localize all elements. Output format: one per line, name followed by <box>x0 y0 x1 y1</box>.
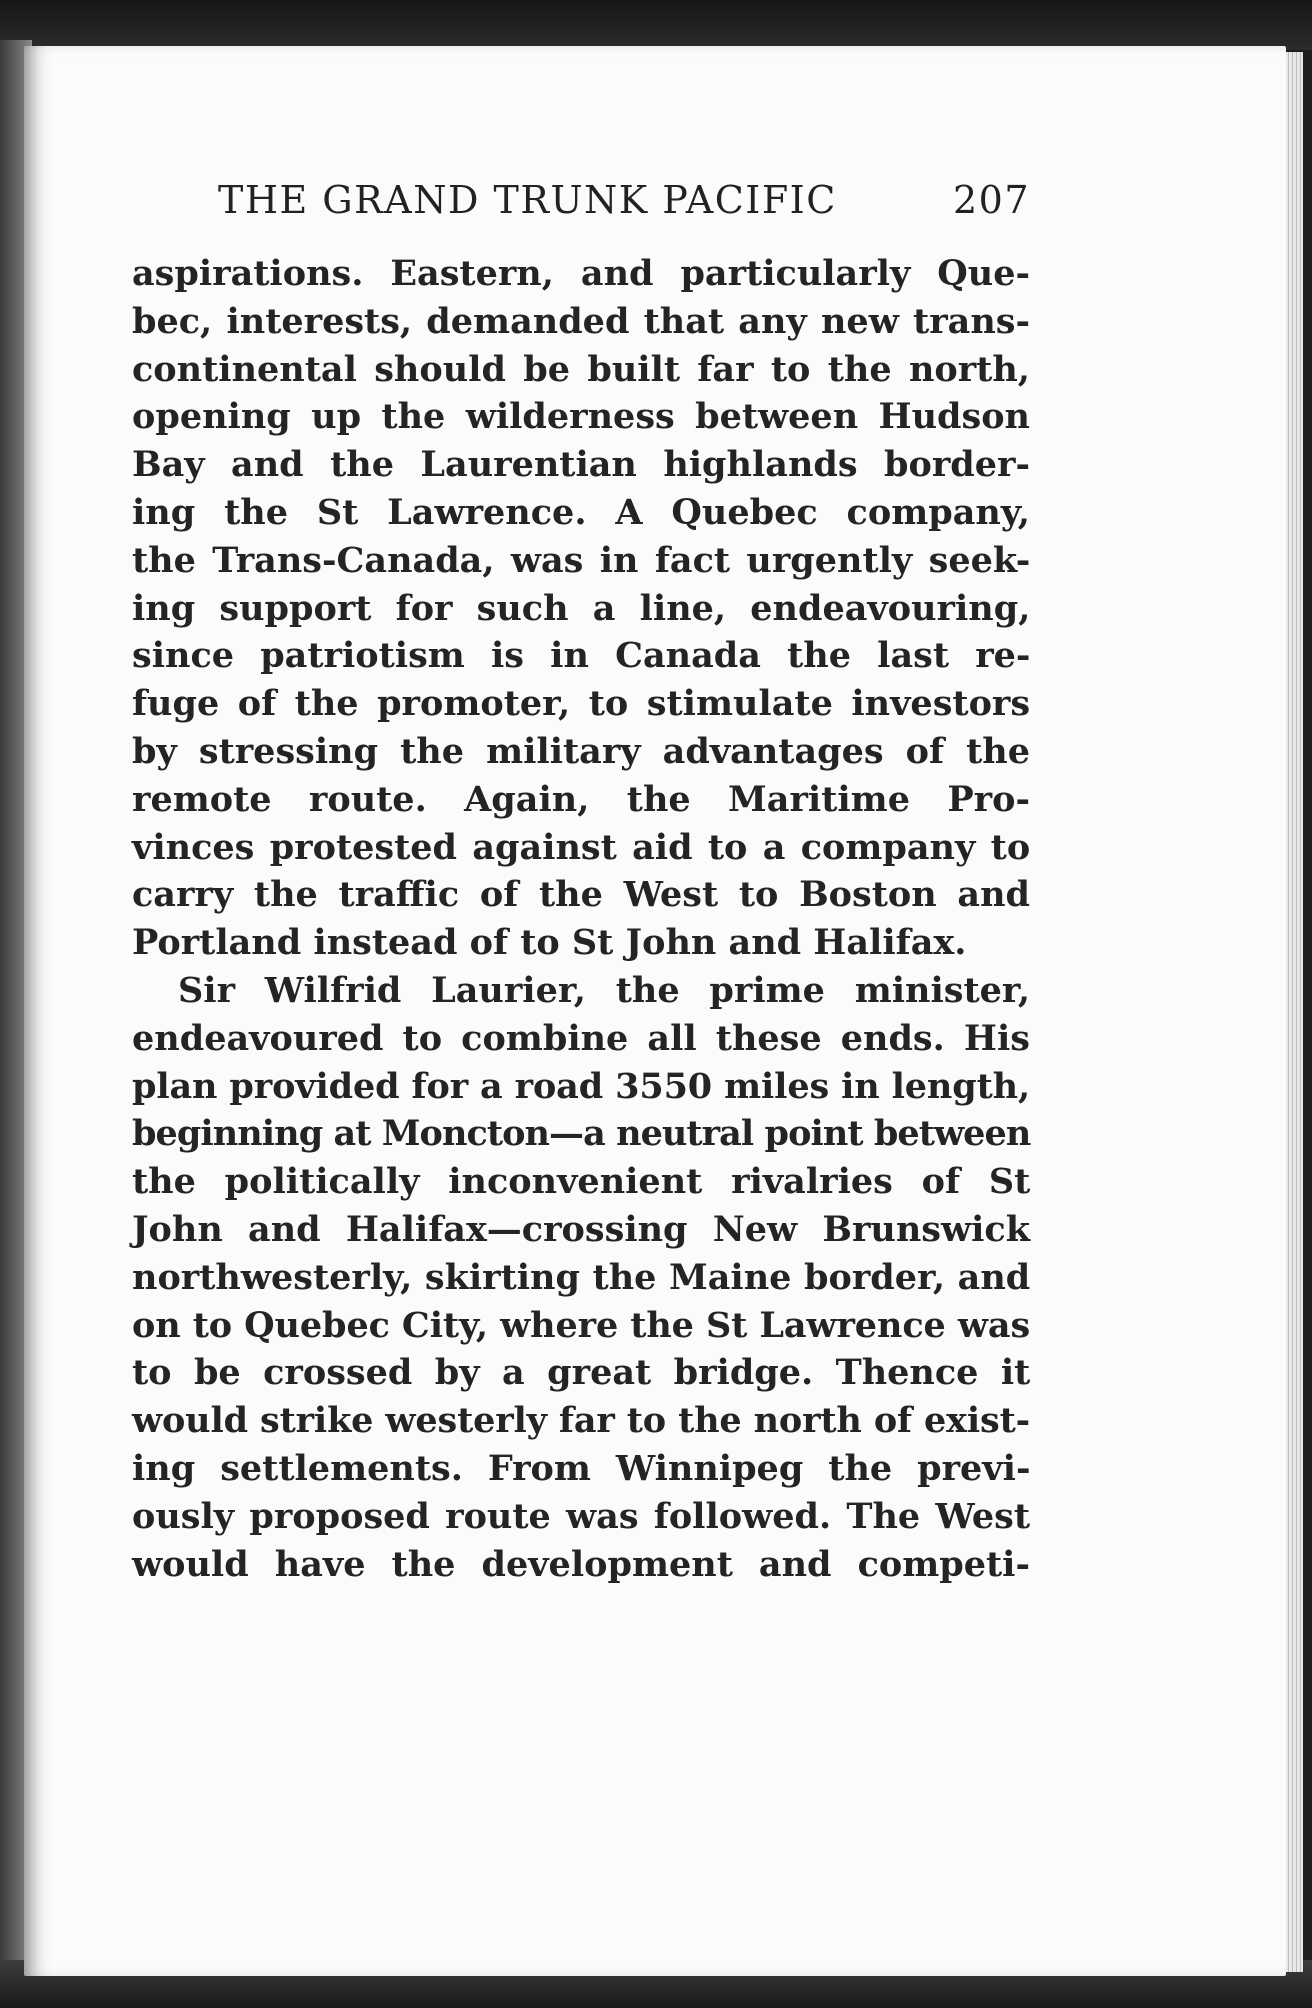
running-header <box>218 178 1030 230</box>
text-line: bec, interests, demanded that any new trans- <box>132 300 1030 342</box>
text-line: on to Quebec City, where the St Lawrence was <box>132 1304 1031 1346</box>
text-line: ously proposed route was followed. The West <box>132 1495 1030 1537</box>
text-line: remote route. Again, the Maritime Pro- <box>132 778 1030 820</box>
text-line: northwesterly, skirting the Maine border, and <box>132 1256 1031 1298</box>
text-line: would have the development and competi- <box>132 1543 1030 1585</box>
text-line: beginning at Moncton—a neutral point between <box>132 1113 1031 1155</box>
text-line: opening up the wilderness between Hudson <box>132 396 1031 438</box>
text-line: Bay and the Laurentian highlands border- <box>132 444 1030 486</box>
text-line: by stressing the military advantages of the <box>132 730 1030 772</box>
paragraph-last-line: Portland instead of to St John and Halifax. <box>132 922 967 964</box>
text-line: ing support for such a line, endeavouring, <box>132 587 1031 629</box>
text-line: to be crossed by a great bridge. Thence it <box>132 1352 1031 1394</box>
text-line: since patriotism is in Canada the last re- <box>132 635 1031 677</box>
text-line: would strike westerly far to the north of exist- <box>132 1400 1030 1442</box>
page-number: 207 <box>952 178 1030 222</box>
text-line: continental should be built far to the north, <box>132 348 1030 390</box>
text-line: vinces protested against aid to a company to <box>132 826 1031 868</box>
text-line: ing settlements. From Winnipeg the previ- <box>132 1447 1031 1489</box>
text-line: ing the St Lawrence. A Quebec company, <box>132 491 1030 533</box>
text-line: aspirations. Eastern, and particularly Que- <box>132 253 1030 294</box>
text-line: John and Halifax—crossing New Brunswick <box>132 1208 1030 1250</box>
body-text <box>132 250 1030 1588</box>
text-line: plan provided for a road 3550 miles in length, <box>132 1065 1030 1107</box>
text-line: carry the traffic of the West to Boston and <box>132 874 1030 916</box>
scan-top-border <box>0 0 1312 50</box>
text-line: the Trans-Canada, was in fact urgently seek- <box>132 539 1031 581</box>
text-line: fuge of the promoter, to stimulate investors <box>132 683 1031 725</box>
running-title: THE GRAND TRUNK PACIFIC <box>218 178 837 222</box>
text-line: the politically inconvenient rivalries of St <box>132 1161 1031 1203</box>
text-line: endeavoured to combine all these ends. His <box>132 1017 1030 1059</box>
paragraph-first-line: Sir Wilfrid Laurier, the prime minister, <box>178 969 1030 1011</box>
